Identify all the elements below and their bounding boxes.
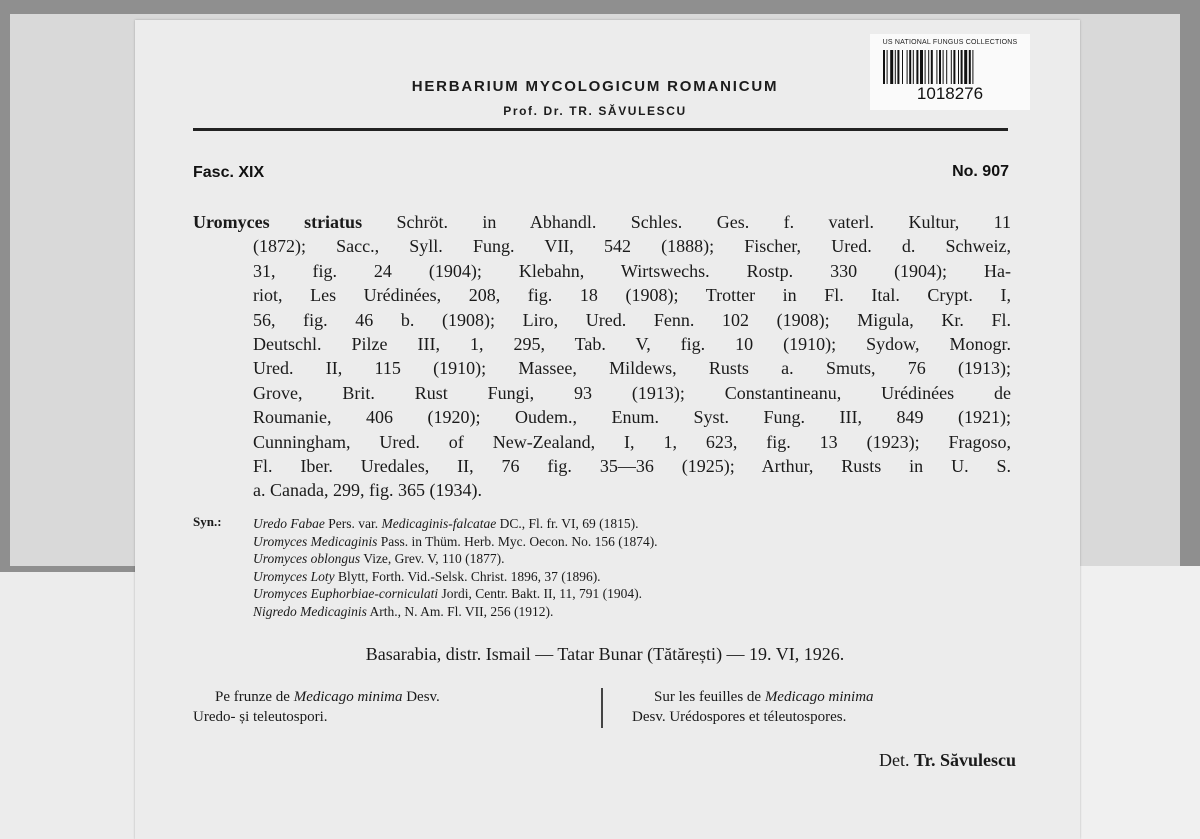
barcode-label [870, 34, 1030, 110]
host-text: Sur les feuilles de [654, 689, 765, 705]
collection-locality: Basarabia, distr. Ismail — Tatar Bunar (Tătărești) — 19. VI, 1926. [365, 644, 845, 664]
synonym-entry [253, 515, 973, 533]
herbarium-label [135, 20, 1080, 839]
backing-sheet-right [1078, 566, 1200, 839]
synonym-name: Uromyces Euphorbiae-corniculati [253, 586, 439, 602]
citation-line: (1872); Sacc., Syll. Fung. VII, 542 (1888); Fischer, Ured. d. Schweiz, [253, 236, 1011, 257]
host-name: Medicago minima [764, 689, 874, 705]
synonym-name: Uromyces oblongus [253, 551, 361, 567]
citation-line: Grove, Brit. Rust Fungi, 93 (1913); Constantineanu, Urédinées de [253, 382, 1011, 403]
synonym-name: Uromyces Loty [253, 568, 335, 584]
citation-line: Cunningham, Ured. of New-Zealand, I, 1, 623, fig. 13 (1923); Fragoso, [253, 431, 1011, 452]
species-name: Uromyces striatus [193, 212, 363, 232]
synonym-text: Vize, Grev. V, 110 (1877). [360, 551, 505, 567]
host-text: Pe frunze de [215, 689, 294, 705]
host-line [193, 687, 578, 707]
barcode-caption: US NATIONAL FUNGUS COLLECTIONS [882, 39, 1018, 46]
species-citation [193, 210, 1011, 503]
determiner [879, 750, 1016, 771]
citation-first-line: Schröt. in Abhandl. Schles. Ges. f. vaterl. Kultur, 11 [362, 212, 1012, 232]
citation-line [193, 210, 1011, 234]
citation-line: Fl. Iber. Uredales, II, 76 fig. 35—36 (1925); Arthur, Rusts in U. S. [253, 456, 1011, 477]
barcode-number: 1018276 [916, 84, 984, 103]
column-divider [601, 688, 603, 728]
determiner-prefix: Det. [878, 750, 914, 770]
synonym-text: Arth., N. Am. Fl. VII, 256 (1912). [366, 603, 554, 619]
synonym-name: Uredo Fabae [253, 516, 325, 531]
synonyms-label: Syn.: [193, 514, 222, 529]
citation-line: 56, fig. 46 b. (1908); Liro, Ured. Fenn. 102 (1908); Migula, Kr. Fl. [253, 309, 1011, 330]
header-rule [193, 128, 1008, 131]
synonym-entry [253, 585, 973, 603]
synonym-text: Pers. var. [324, 516, 382, 531]
citation-line: Roumanie, 406 (1920); Oudem., Enum. Syst. Fung. III, 849 (1921); [253, 407, 1011, 428]
citation-line: riot, Les Urédinées, 208, fig. 18 (1908); Trotter in Fl. Ital. Crypt. I, [253, 285, 1011, 306]
barcode-icon [883, 50, 1019, 84]
synonym-entry [253, 568, 973, 586]
citation-line: Ured. II, 115 (1910); Massee, Mildews, Rusts a. Smuts, 76 (1913); [253, 358, 1011, 379]
specimen-number: No. 907 [952, 163, 1009, 180]
determiner-name: Tr. Săvulescu [913, 750, 1016, 770]
herbarium-curator: Prof. Dr. TR. SĂVULESCU [503, 104, 687, 118]
host-french [632, 687, 1017, 727]
synonym-text: Pass. in Thüm. Herb. Myc. Oecon. No. 156 (1874). [377, 533, 658, 549]
host-text: Desv. [402, 689, 440, 705]
herbarium-title: HERBARIUM MYCOLOGICUM ROMANICUM [411, 78, 779, 95]
fascicle-number: Fasc. XIX [193, 164, 265, 181]
synonym-entry [253, 603, 973, 621]
synonyms-list [253, 515, 973, 621]
spore-stages: Uredo- și teleutospori. [193, 709, 328, 725]
citation-line: 31, fig. 24 (1904); Klebahn, Wirtswechs. Rostp. 330 (1904); Ha- [253, 260, 1011, 281]
host-romanian [193, 687, 578, 727]
synonym-entry [253, 550, 973, 568]
synonym-name: Medicaginis-falcatae [381, 516, 497, 531]
synonym-name: Nigredo Medicaginis [253, 603, 367, 619]
synonym-entry [253, 533, 973, 551]
citation-line: Deutschl. Pilze III, 1, 295, Tab. V, fig. 10 (1910); Sydow, Monogr. [253, 334, 1011, 355]
synonym-text: DC., Fl. fr. VI, 69 (1815). [496, 516, 639, 531]
citation-line: a. Canada, 299, fig. 365 (1934). [253, 480, 482, 501]
synonym-text: Blytt, Forth. Vid.-Selsk. Christ. 1896, 37 (1896). [334, 568, 601, 584]
synonym-text: Jordi, Centr. Bakt. II, 11, 791 (1904). [438, 586, 642, 602]
host-line [632, 687, 1017, 707]
backing-sheet-lower [0, 572, 140, 839]
synonym-name: Uromyces Medicaginis [253, 533, 378, 549]
host-name: Medicago minima [293, 689, 403, 705]
spore-stages: Desv. Urédospores et téleutospores. [632, 709, 847, 725]
